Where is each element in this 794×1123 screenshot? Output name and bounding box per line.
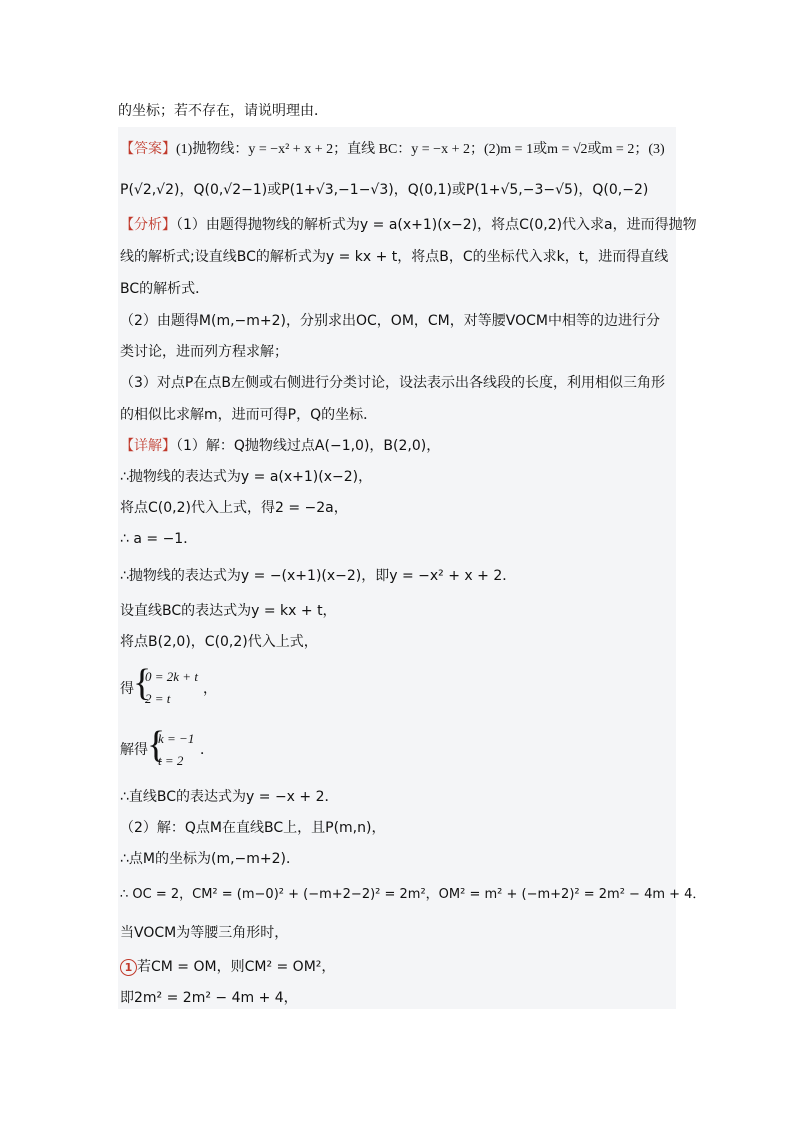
analysis-line-3: BC的解析式． xyxy=(120,281,210,297)
system-1-prefix: 得 xyxy=(120,681,134,697)
detail-line-2: ∴抛物线的表达式为y = a(x+1)(x−2)， xyxy=(120,469,373,485)
detail-line-3: 将点C(0,2)代入上式，得2 = −2a， xyxy=(120,500,348,516)
detail-line-7: 将点B(2,0)，C(0,2)代入上式， xyxy=(120,634,318,650)
system-2-row-2: t = 2 xyxy=(158,753,184,768)
system-2-row-1: k = −1 xyxy=(158,731,195,746)
system-1-brace: { xyxy=(133,662,152,704)
system-1-row-2: 2 = t xyxy=(145,691,171,706)
answer-line-2: P(√2,√2)，Q(0,√2−1)或P(1+√3,−1−√3)，Q(0,1)或P(1+√5,−3−√5)，Q(0,−2) xyxy=(120,182,649,198)
analysis-line-1: 【分析】（1）由题得抛物线的解析式为y = a(x+1)(x−2)，将点C(0,2)代入求a，进而得抛物 xyxy=(120,217,697,233)
analysis-line-6: （3）对点P在点B左侧或右侧进行分类讨论，设法表示出各线段的长度，利用相似三角形 xyxy=(120,375,665,391)
system-2-brace: { xyxy=(147,724,166,766)
analysis-tag: 【分析】 xyxy=(120,217,176,233)
system-2-prefix: 解得 xyxy=(120,742,148,758)
detail-line-15: 1 若CM = OM，则CM² = OM²， xyxy=(120,957,794,977)
detail-line-4: ∴ a = −1． xyxy=(120,531,198,547)
detail-line-12: ∴点M的坐标为(m,−m+2)． xyxy=(120,851,301,867)
system-1-row-1: 0 = 2k + t xyxy=(145,669,198,684)
question-tail: 的坐标；若不存在，请说明理由． xyxy=(118,103,328,119)
case-number-badge: 1 xyxy=(120,959,137,976)
detail-line-10: ∴直线BC的表达式为y = −x + 2． xyxy=(120,789,339,805)
detail-line-6: 设直线BC的表达式为y = kx + t， xyxy=(120,603,337,619)
answer-line-1: 【答案】(1)抛物线：y = −x² + x + 2；直线 BC：y = −x + 2；(2)m = 1或m = √2或m = 2；(3) xyxy=(120,141,665,157)
detail-line-11: （2）解：Q点M在直线BC上，且P(m,n)， xyxy=(120,820,386,836)
detail-line-5: ∴抛物线的表达式为y = −(x+1)(x−2)，即y = −x² + x + 2． xyxy=(120,568,517,584)
analysis-line-5: 类讨论，进而列方程求解； xyxy=(120,344,288,360)
system-2-suffix: ． xyxy=(200,742,214,758)
answer-tag: 【答案】 xyxy=(120,141,176,157)
analysis-line-2: 线的解析式;设直线BC的解析式为y = kx + t，将点B，C的坐标代入求k，t，进而得直线 xyxy=(120,249,669,265)
detail-line-14: 当VOCM为等腰三角形时， xyxy=(120,925,289,941)
detail-line-1: 【详解】（1）解：Q抛物线过点A(−1,0)，B(2,0)， xyxy=(120,438,441,454)
system-1-suffix: ， xyxy=(203,681,217,697)
detail-line-13: ∴ OC = 2，CM² = (m−0)² + (−m+2−2)² = 2m²，OM² = m² + (−m+2)² = 2m² − 4m + 4． xyxy=(120,887,706,902)
detail-line-16: 即2m² = 2m² − 4m + 4， xyxy=(120,990,298,1006)
analysis-line-4: （2）由题得M(m,−m+2)，分别求出OC，OM，CM，对等腰VOCM中相等的边进行分 xyxy=(120,313,660,329)
detail-tag: 【详解】 xyxy=(120,438,176,454)
analysis-line-7: 的相似比求解m，进而可得P，Q的坐标． xyxy=(120,407,378,423)
